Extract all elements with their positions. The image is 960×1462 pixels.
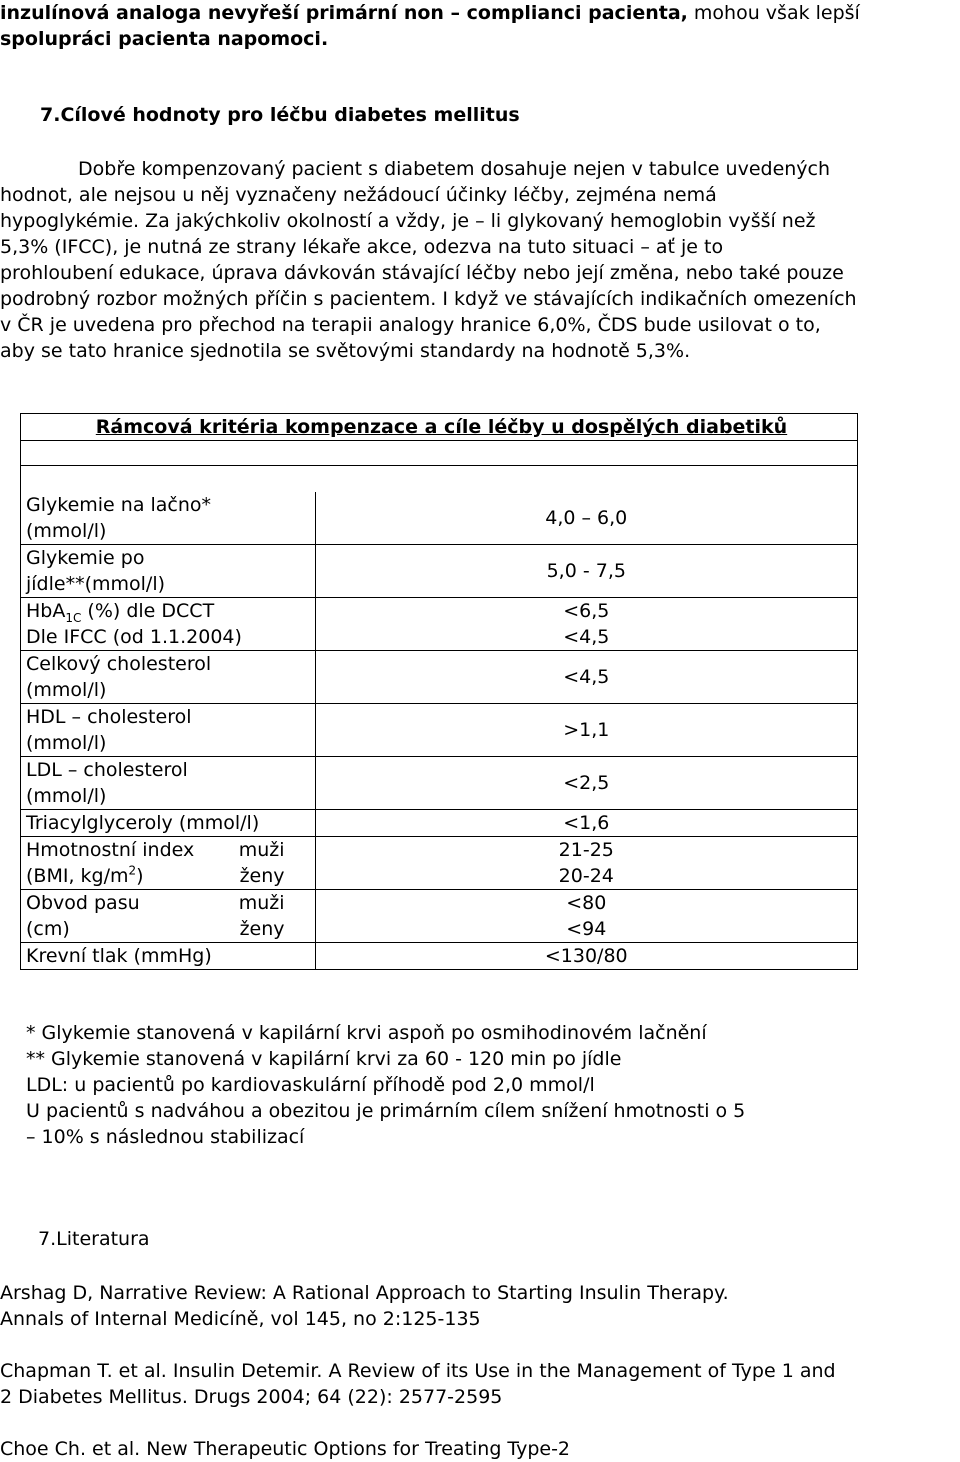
- table-row: [21, 651, 858, 704]
- paragraph-line: hypoglykémie. Za jakýchkoliv okolností a vždy, je – li glykovaný hemoglobin vyšší než: [0, 210, 816, 232]
- paragraph-line: aby se tato hranice sjednotila se světovými standardy na hodnotě 5,3%.: [0, 340, 691, 362]
- row-label: Triacylglyceroly (mmol/l): [21, 810, 316, 837]
- paragraph-line: v ČR je uvedena pro přechod na terapii analogy hranice 6,0%, ČDS bude usilovat o to,: [0, 314, 821, 336]
- table-row: [21, 810, 858, 837]
- table-row: [21, 598, 858, 651]
- row-value: >1,1: [315, 704, 857, 757]
- row-label: Krevní tlak (mmHg): [21, 943, 316, 970]
- intro-line-2: spolupráci pacienta napomoci.: [0, 28, 329, 50]
- row-label: HbA$_{1C}$ (%) dle DCCT Dle IFCC (od 1.1.2004): [21, 598, 316, 651]
- reference-line: 2 Diabetes Mellitus. Drugs 2004; 64 (22): 2577-2595: [0, 1386, 503, 1408]
- row-value: 4,0 – 6,0: [315, 492, 857, 545]
- table-blank-row: [21, 466, 858, 493]
- row-label: LDL – cholesterol (mmol/l): [21, 757, 316, 810]
- row-value: 21-25 20-24: [315, 837, 857, 890]
- table-row: [21, 837, 858, 890]
- row-label: Hmotnostní index muži (BMI, $kg/m^2$) ženy: [21, 837, 316, 890]
- section-heading: 7.Cílové hodnoty pro léčbu diabetes mellitus: [40, 104, 520, 126]
- note-line: LDL: u pacientů po kardiovaskulární příhodě pod 2,0 mmol/l: [26, 1074, 595, 1096]
- row-value: <1,6: [315, 810, 857, 837]
- paragraph-line: hodnot, ale nejsou u něj vyznačeny nežádoucí účinky léčby, zejména nemá: [0, 184, 717, 206]
- paragraph-line: 5,3% (IFCC), je nutná ze strany lékaře akce, odezva na tuto situaci – ať je to: [0, 236, 724, 258]
- note-line: U pacientů s nadváhou a obezitou je primárním cílem snížení hmotnosti o 5: [26, 1100, 746, 1122]
- row-value: <4,5: [315, 651, 857, 704]
- row-value: <130/80: [315, 943, 857, 970]
- row-value: <2,5: [315, 757, 857, 810]
- table-row: [21, 545, 858, 598]
- table-row: [21, 757, 858, 810]
- row-label: Glykemie po jídle**(mmol/l): [21, 545, 316, 598]
- note-line: – 10% s následnou stabilizací: [26, 1126, 305, 1148]
- table-row: [21, 492, 858, 545]
- row-value: 5,0 - 7,5: [315, 545, 857, 598]
- row-label: Obvod pasu muži (cm) ženy: [21, 890, 316, 943]
- reference-line: Annals of Internal Medicíně, vol 145, no 2:125-135: [0, 1308, 481, 1330]
- paragraph-line: Dobře kompenzovaný pacient s diabetem dosahuje nejen v tabulce uvedených: [78, 158, 831, 180]
- criteria-table: [20, 413, 858, 970]
- row-value: <80 <94: [315, 890, 857, 943]
- row-value: <6,5 <4,5: [315, 598, 857, 651]
- reference-line: Chapman T. et al. Insulin Detemir. A Review of its Use in the Management of Type 1 and: [0, 1360, 836, 1382]
- row-label: Celkový cholesterol (mmol/l): [21, 651, 316, 704]
- note-line: * Glykemie stanovená v kapilární krvi aspoň po osmihodinovém lačnění: [26, 1022, 707, 1044]
- reference-line: Arshag D, Narrative Review: A Rational Approach to Starting Insulin Therapy.: [0, 1282, 729, 1304]
- row-label: Glykemie na lačno* (mmol/l): [21, 492, 316, 545]
- row-label: HDL – cholesterol (mmol/l): [21, 704, 316, 757]
- table-row: [21, 890, 858, 943]
- table-row: [21, 943, 858, 970]
- literature-heading: 7.Literatura: [38, 1228, 150, 1250]
- paragraph-line: prohloubení edukace, úprava dávkován stávající léčby nebo její změna, nebo také pouze: [0, 262, 844, 284]
- table-title: Rámcová kritéria kompenzace a cíle léčby u dospělých diabetiků: [21, 414, 858, 441]
- paragraph-line: podrobný rozbor možných příčin s pacientem. I když ve stávajících indikačních omezeních: [0, 288, 857, 310]
- reference-line: Choe Ch. et al. New Therapeutic Options for Treating Type-2: [0, 1438, 571, 1460]
- table-blank-row: [21, 441, 858, 466]
- intro-line-1: inzulínová analoga nevyřeší primární non – complianci pacienta, mohou však lepší: [0, 2, 860, 24]
- table-row: [21, 704, 858, 757]
- note-line: ** Glykemie stanovená v kapilární krvi za 60 - 120 min po jídle: [26, 1048, 622, 1070]
